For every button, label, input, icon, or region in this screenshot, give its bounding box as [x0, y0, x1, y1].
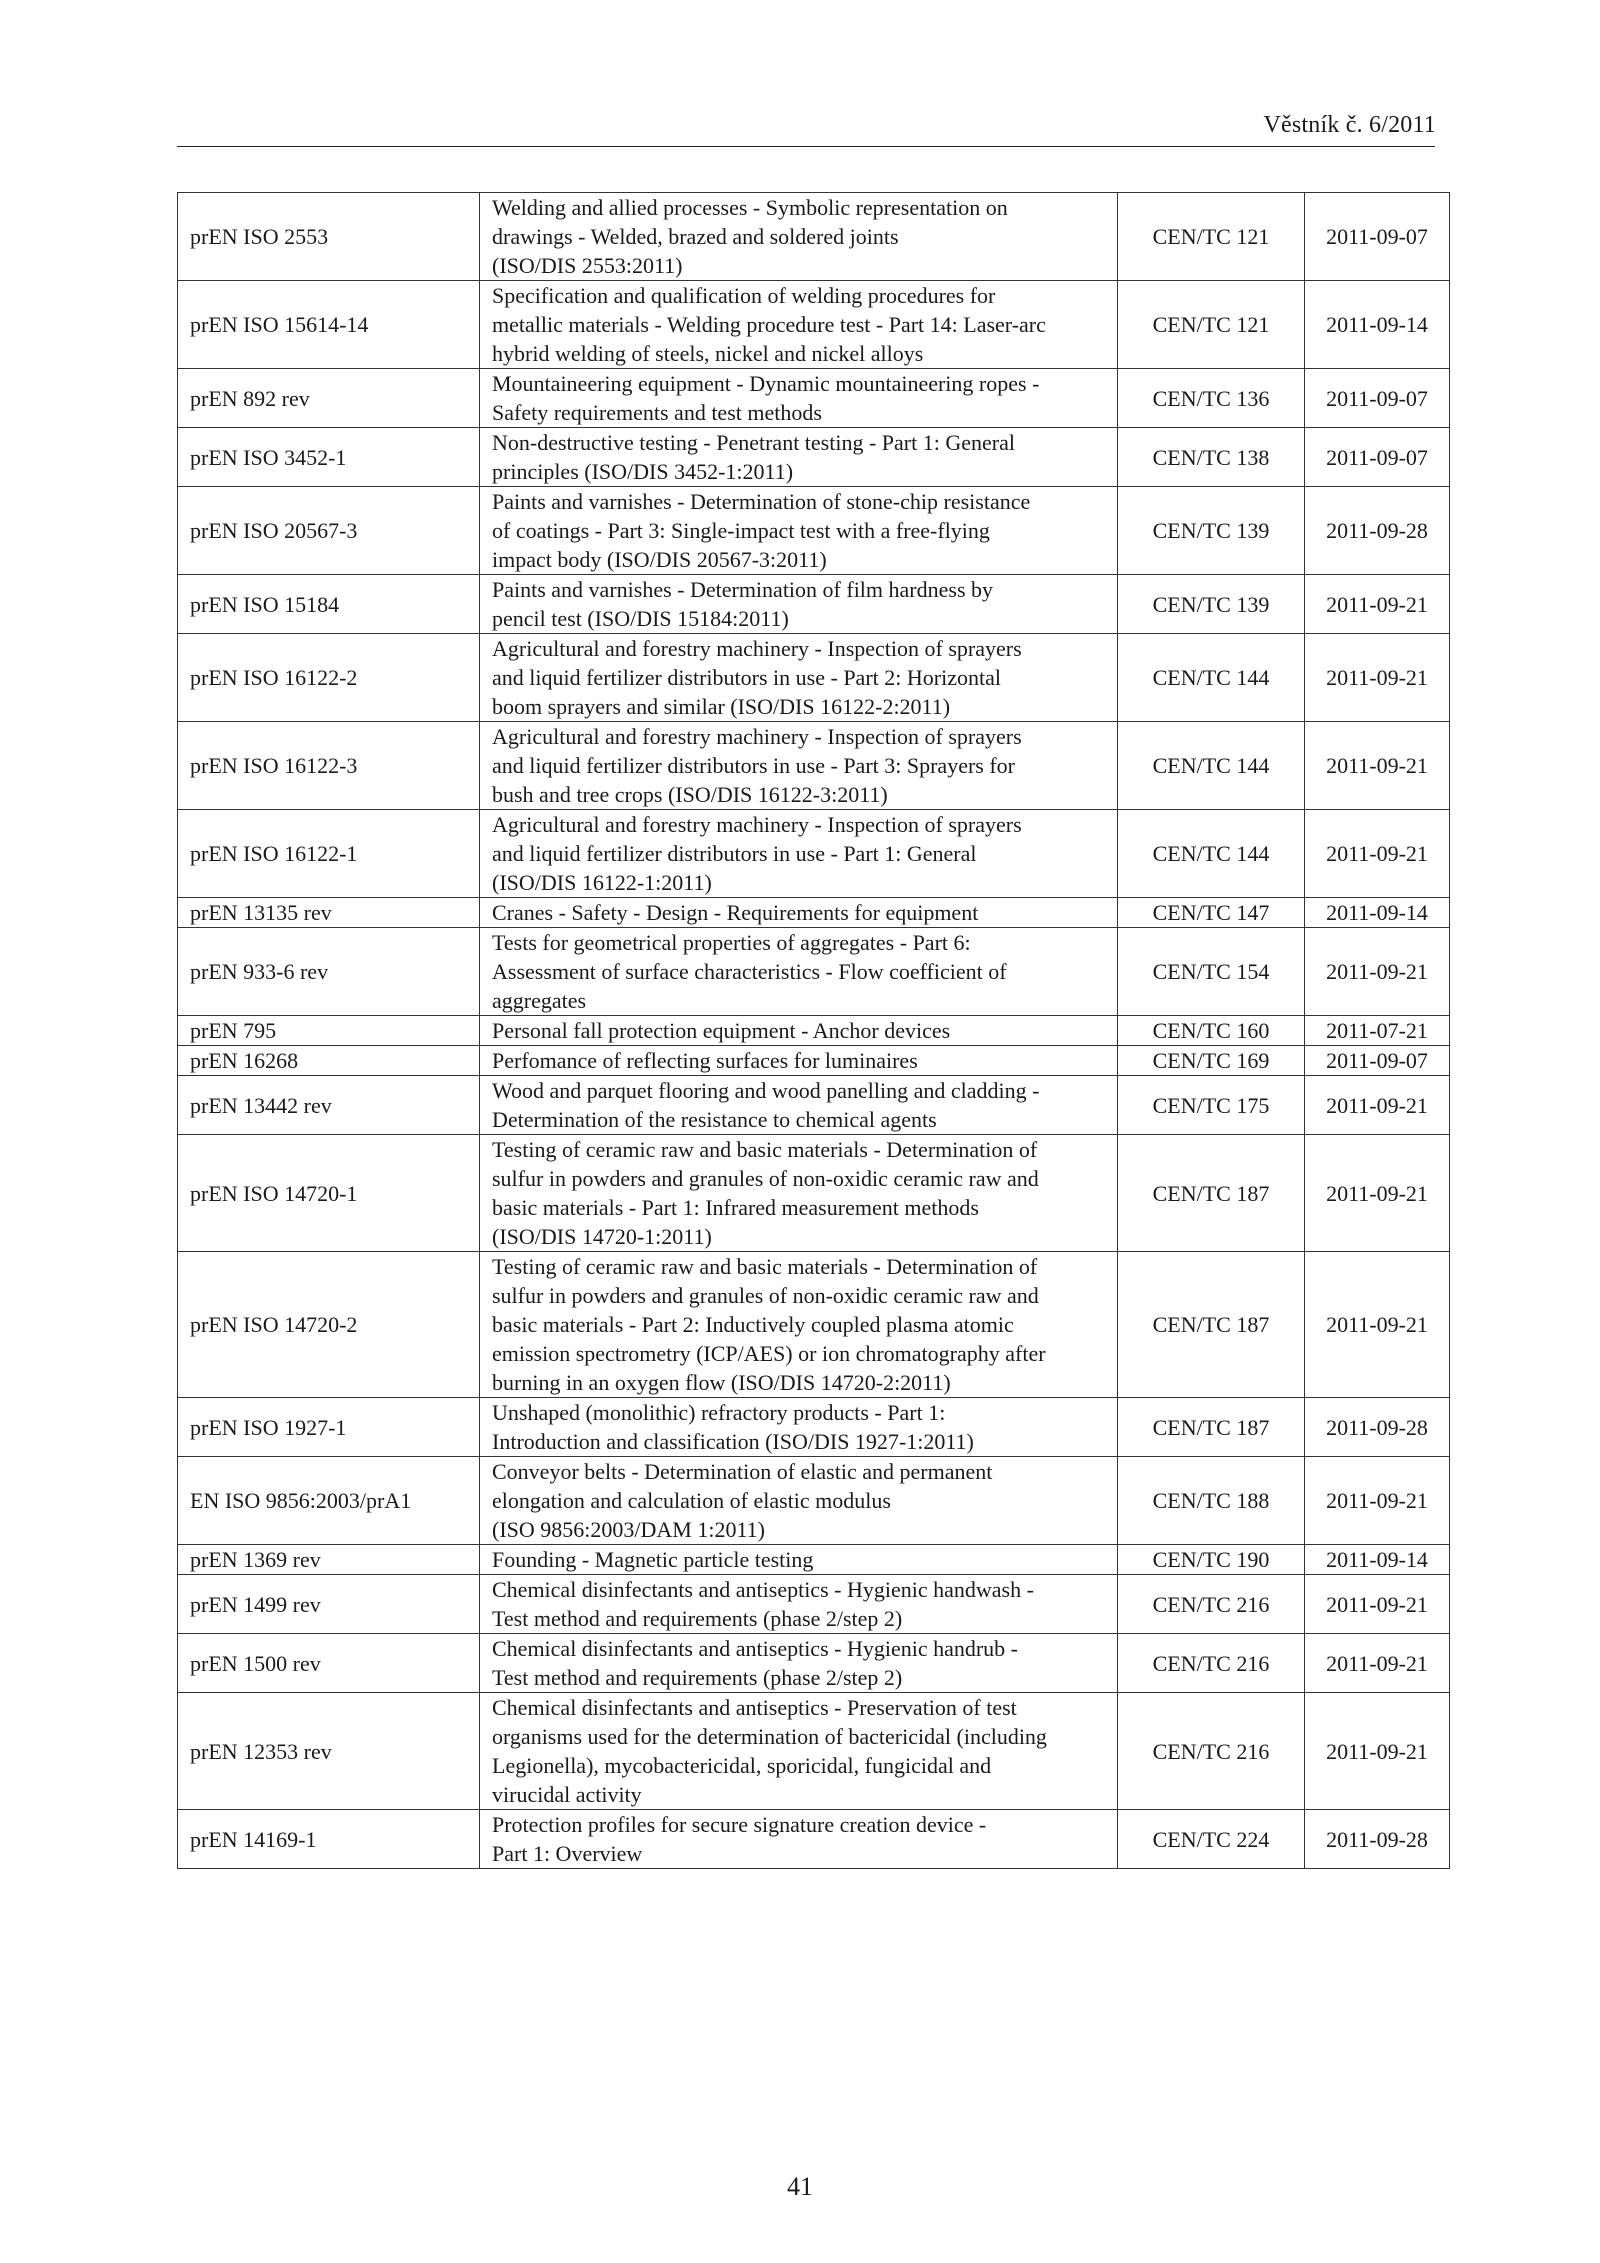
table-row	[178, 369, 1450, 428]
standard-code-cell: prEN 13442 rev	[178, 1076, 480, 1135]
committee-cell: CEN/TC 216	[1118, 1575, 1305, 1634]
standard-code-cell: prEN 16268	[178, 1046, 480, 1076]
table-row	[178, 1693, 1450, 1810]
standard-title-cell: Unshaped (monolithic) refractory products - Part 1: Introduction and classification (ISO/DIS 1927-1:2011)	[480, 1398, 1118, 1457]
committee-cell: CEN/TC 224	[1118, 1810, 1305, 1869]
standard-code-cell: prEN ISO 1927-1	[178, 1398, 480, 1457]
committee-cell: CEN/TC 139	[1118, 487, 1305, 575]
deadline-date-cell: 2011-09-21	[1305, 928, 1450, 1016]
header-divider	[177, 146, 1435, 147]
table-row	[178, 1545, 1450, 1575]
standard-code-cell: prEN 795	[178, 1016, 480, 1046]
committee-cell: CEN/TC 154	[1118, 928, 1305, 1016]
standard-code-cell: prEN ISO 20567-3	[178, 487, 480, 575]
deadline-date-cell: 2011-09-21	[1305, 722, 1450, 810]
standard-title-cell: Welding and allied processes - Symbolic representation on drawings - Welded, brazed and soldered joints (ISO/DIS 2553:2011)	[480, 193, 1118, 281]
committee-cell: CEN/TC 216	[1118, 1693, 1305, 1810]
table-row	[178, 898, 1450, 928]
table-row	[178, 1016, 1450, 1046]
deadline-date-cell: 2011-09-07	[1305, 369, 1450, 428]
standard-code-cell: prEN 1369 rev	[178, 1545, 480, 1575]
standard-code-cell: prEN ISO 16122-1	[178, 810, 480, 898]
committee-cell: CEN/TC 216	[1118, 1634, 1305, 1693]
standard-title-cell: Specification and qualification of welding procedures for metallic materials - Welding procedure test - Part 14: Laser-arc hybrid welding of steels, nickel and nickel alloys	[480, 281, 1118, 369]
standards-table-body	[178, 193, 1450, 1869]
deadline-date-cell: 2011-09-07	[1305, 193, 1450, 281]
deadline-date-cell: 2011-09-21	[1305, 1252, 1450, 1398]
table-row	[178, 1575, 1450, 1634]
committee-cell: CEN/TC 190	[1118, 1545, 1305, 1575]
committee-cell: CEN/TC 139	[1118, 575, 1305, 634]
standard-code-cell: prEN 13135 rev	[178, 898, 480, 928]
table-row	[178, 1252, 1450, 1398]
deadline-date-cell: 2011-09-21	[1305, 1693, 1450, 1810]
table-row	[178, 281, 1450, 369]
committee-cell: CEN/TC 169	[1118, 1046, 1305, 1076]
standard-code-cell: prEN ISO 16122-2	[178, 634, 480, 722]
deadline-date-cell: 2011-09-14	[1305, 1545, 1450, 1575]
standard-title-cell: Tests for geometrical properties of aggregates - Part 6: Assessment of surface characteristics - Flow coefficient of aggregates	[480, 928, 1118, 1016]
deadline-date-cell: 2011-09-28	[1305, 1810, 1450, 1869]
standard-title-cell: Founding - Magnetic particle testing	[480, 1545, 1118, 1575]
table-row	[178, 575, 1450, 634]
committee-cell: CEN/TC 136	[1118, 369, 1305, 428]
standard-title-cell: Conveyor belts - Determination of elastic and permanent elongation and calculation of elastic modulus (ISO 9856:2003/DAM 1:2011)	[480, 1457, 1118, 1545]
deadline-date-cell: 2011-09-28	[1305, 1398, 1450, 1457]
committee-cell: CEN/TC 187	[1118, 1398, 1305, 1457]
deadline-date-cell: 2011-09-21	[1305, 810, 1450, 898]
committee-cell: CEN/TC 144	[1118, 634, 1305, 722]
table-row	[178, 634, 1450, 722]
deadline-date-cell: 2011-09-21	[1305, 1575, 1450, 1634]
standard-code-cell: prEN ISO 3452-1	[178, 428, 480, 487]
deadline-date-cell: 2011-09-21	[1305, 575, 1450, 634]
standard-code-cell: prEN 12353 rev	[178, 1693, 480, 1810]
table-row	[178, 928, 1450, 1016]
standard-title-cell: Protection profiles for secure signature creation device - Part 1: Overview	[480, 1810, 1118, 1869]
standard-title-cell: Testing of ceramic raw and basic materials - Determination of sulfur in powders and granules of non-oxidic ceramic raw and basic materials - Part 2: Inductively coupled plasma atomic emission spectrometry (ICP/AES) or ion chromatography after burning in an oxygen flow (ISO/DIS 14720-2:2011)	[480, 1252, 1118, 1398]
table-row	[178, 1810, 1450, 1869]
standard-title-cell: Testing of ceramic raw and basic materials - Determination of sulfur in powders and granules of non-oxidic ceramic raw and basic materials - Part 1: Infrared measurement methods (ISO/DIS 14720-1:2011)	[480, 1135, 1118, 1252]
deadline-date-cell: 2011-09-21	[1305, 1076, 1450, 1135]
standard-code-cell: prEN 14169-1	[178, 1810, 480, 1869]
committee-cell: CEN/TC 175	[1118, 1076, 1305, 1135]
table-row	[178, 1457, 1450, 1545]
standard-title-cell: Paints and varnishes - Determination of stone-chip resistance of coatings - Part 3: Single-impact test with a free-flying impact body (ISO/DIS 20567-3:2011)	[480, 487, 1118, 575]
standard-code-cell: EN ISO 9856:2003/prA1	[178, 1457, 480, 1545]
committee-cell: CEN/TC 121	[1118, 281, 1305, 369]
standard-title-cell: Perfomance of reflecting surfaces for luminaires	[480, 1046, 1118, 1076]
deadline-date-cell: 2011-09-28	[1305, 487, 1450, 575]
table-row	[178, 193, 1450, 281]
standard-code-cell: prEN 1500 rev	[178, 1634, 480, 1693]
standard-code-cell: prEN ISO 15614-14	[178, 281, 480, 369]
committee-cell: CEN/TC 187	[1118, 1135, 1305, 1252]
standard-code-cell: prEN ISO 16122-3	[178, 722, 480, 810]
table-row	[178, 810, 1450, 898]
standard-title-cell: Agricultural and forestry machinery - Inspection of sprayers and liquid fertilizer distributors in use - Part 3: Sprayers for bush and tree crops (ISO/DIS 16122-3:2011)	[480, 722, 1118, 810]
standard-title-cell: Agricultural and forestry machinery - Inspection of sprayers and liquid fertilizer distributors in use - Part 2: Horizontal boom sprayers and similar (ISO/DIS 16122-2:2011)	[480, 634, 1118, 722]
bulletin-title: Věstník č. 6/2011	[1263, 112, 1436, 138]
deadline-date-cell: 2011-09-21	[1305, 1457, 1450, 1545]
table-row	[178, 722, 1450, 810]
deadline-date-cell: 2011-09-07	[1305, 1046, 1450, 1076]
standard-title-cell: Paints and varnishes - Determination of film hardness by pencil test (ISO/DIS 15184:2011)	[480, 575, 1118, 634]
committee-cell: CEN/TC 144	[1118, 722, 1305, 810]
table-row	[178, 1076, 1450, 1135]
standard-code-cell: prEN 1499 rev	[178, 1575, 480, 1634]
standard-title-cell: Chemical disinfectants and antiseptics - Hygienic handwash - Test method and requirements (phase 2/step 2)	[480, 1575, 1118, 1634]
standard-code-cell: prEN ISO 14720-2	[178, 1252, 480, 1398]
standard-title-cell: Cranes - Safety - Design - Requirements for equipment	[480, 898, 1118, 928]
page-number: 41	[787, 2172, 813, 2201]
standard-title-cell: Chemical disinfectants and antiseptics - Hygienic handrub - Test method and requirements (phase 2/step 2)	[480, 1634, 1118, 1693]
deadline-date-cell: 2011-09-21	[1305, 1135, 1450, 1252]
standard-title-cell: Mountaineering equipment - Dynamic mountaineering ropes - Safety requirements and test methods	[480, 369, 1118, 428]
standard-title-cell: Non-destructive testing - Penetrant testing - Part 1: General principles (ISO/DIS 3452-1:2011)	[480, 428, 1118, 487]
table-row	[178, 487, 1450, 575]
committee-cell: CEN/TC 147	[1118, 898, 1305, 928]
table-row	[178, 1135, 1450, 1252]
committee-cell: CEN/TC 144	[1118, 810, 1305, 898]
deadline-date-cell: 2011-09-21	[1305, 634, 1450, 722]
standards-table	[177, 192, 1450, 1869]
standard-code-cell: prEN 933-6 rev	[178, 928, 480, 1016]
standard-code-cell: prEN ISO 15184	[178, 575, 480, 634]
standard-code-cell: prEN 892 rev	[178, 369, 480, 428]
table-row	[178, 428, 1450, 487]
standard-title-cell: Chemical disinfectants and antiseptics - Preservation of test organisms used for the determination of bactericidal (including Legionella), mycobactericidal, sporicidal, fungicidal and virucidal activity	[480, 1693, 1118, 1810]
deadline-date-cell: 2011-09-21	[1305, 1634, 1450, 1693]
standard-title-cell: Personal fall protection equipment - Anchor devices	[480, 1016, 1118, 1046]
standard-title-cell: Wood and parquet flooring and wood panelling and cladding - Determination of the resistance to chemical agents	[480, 1076, 1118, 1135]
committee-cell: CEN/TC 138	[1118, 428, 1305, 487]
committee-cell: CEN/TC 121	[1118, 193, 1305, 281]
table-row	[178, 1634, 1450, 1693]
table-row	[178, 1046, 1450, 1076]
deadline-date-cell: 2011-07-21	[1305, 1016, 1450, 1046]
standard-code-cell: prEN ISO 2553	[178, 193, 480, 281]
deadline-date-cell: 2011-09-14	[1305, 898, 1450, 928]
committee-cell: CEN/TC 187	[1118, 1252, 1305, 1398]
standard-title-cell: Agricultural and forestry machinery - Inspection of sprayers and liquid fertilizer distributors in use - Part 1: General (ISO/DIS 16122-1:2011)	[480, 810, 1118, 898]
deadline-date-cell: 2011-09-07	[1305, 428, 1450, 487]
deadline-date-cell: 2011-09-14	[1305, 281, 1450, 369]
committee-cell: CEN/TC 188	[1118, 1457, 1305, 1545]
committee-cell: CEN/TC 160	[1118, 1016, 1305, 1046]
standard-code-cell: prEN ISO 14720-1	[178, 1135, 480, 1252]
table-row	[178, 1398, 1450, 1457]
